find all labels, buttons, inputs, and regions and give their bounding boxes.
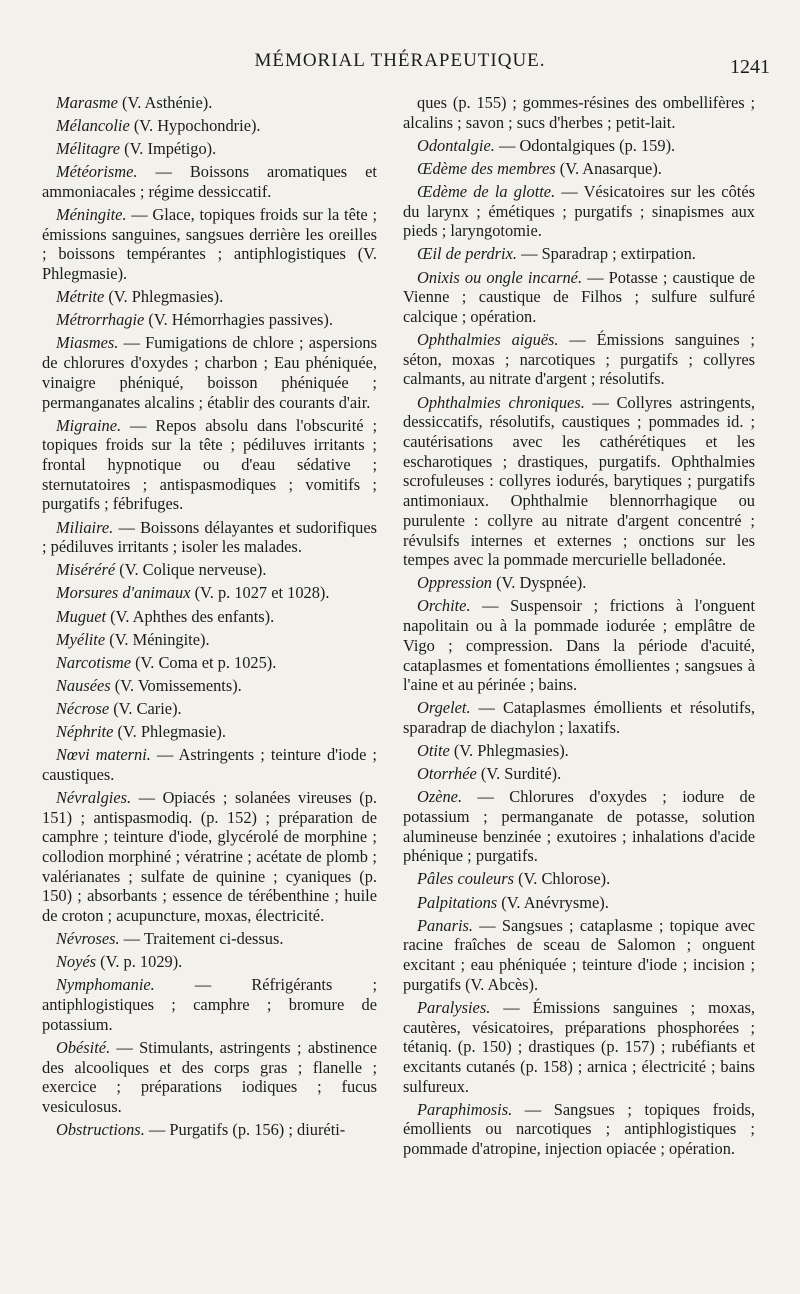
- entry-text: (V. Hypochondrie).: [129, 116, 261, 136]
- entry-text: (V. p. 1029).: [96, 952, 183, 972]
- entry-text: — Boissons délayantes et sudorifiques ; pédiluves irritants ; isoler les malades.: [42, 517, 377, 557]
- entry-text: — Odontalgiques (p. 159).: [494, 135, 676, 155]
- dictionary-entry: [403, 573, 755, 593]
- entry-text: (V. Carie).: [109, 698, 182, 718]
- entry-term: Onixis ou ongle incarné.: [417, 267, 583, 287]
- entry-text: (V. Phlegmasies).: [104, 287, 224, 307]
- entry-term: Œdème de la glotte.: [417, 181, 556, 201]
- entry-text: (V. Coma et p. 1025).: [130, 652, 277, 672]
- entry-term: Météorisme.: [56, 162, 138, 182]
- page-number: 1241: [730, 56, 770, 78]
- dictionary-entry: [42, 560, 377, 580]
- entry-term: Ophthalmies chroniques.: [417, 392, 585, 412]
- dictionary-entry: [42, 607, 377, 627]
- entry-text: — Traitement ci-dessus.: [119, 929, 284, 949]
- entry-term: Panaris.: [417, 915, 474, 935]
- entry-term: Obésité.: [56, 1037, 111, 1057]
- entry-term: Néphrite: [56, 722, 114, 742]
- dictionary-entry: [42, 1038, 377, 1117]
- entry-text: — Collyres astringents, dessiccatifs, résolutifs, caustiques ; pommades id. ; cautérisations avec les cathérétiques et les escharotiques ; drastiques, purgatifs. Ophthalmies scrofuleuses : collyres iodurés, barytiques ; purgatifs antimoniaux. Ophthalmie blennorrhagique ou purulente : collyre au nitrate d'argent concentré ; révulsifs internes et externes ; onctions sur les tempes avec la pommade mercurielle belladonée.: [403, 392, 755, 570]
- dictionary-entry: [42, 975, 377, 1034]
- entry-text: — Purgatifs (p. 156) ; diuréti-: [144, 1120, 346, 1140]
- entry-term: Névroses.: [56, 929, 120, 949]
- dictionary-entry: [403, 182, 755, 241]
- dictionary-entry: [42, 929, 377, 949]
- entry-term: Noyés: [56, 952, 97, 972]
- entry-text: — Suspensoir ; frictions à l'onguent napolitain ou à la pommade iodurée ; emplâtre de Vigo ; compression. Dans la période d'acuité, cataplasmes et fomentations émollientes ; sangsues à l'aine et au périnée ; bains.: [403, 596, 755, 695]
- entry-text: — Boissons aromatiques et ammoniacales ; régime dessiccatif.: [42, 162, 377, 201]
- entry-term: Obstructions.: [56, 1120, 145, 1140]
- entry-text: (V. Dyspnée).: [491, 573, 587, 593]
- entry-text: ques (p. 155) ; gommes-résines des ombellifères ; alcalins ; savon ; sucs d'herbes ; petit-lait.: [403, 93, 755, 132]
- entry-text: (V. Hémorrhagies passives).: [144, 310, 333, 330]
- entry-term: Odontalgie.: [417, 135, 495, 155]
- entry-term: Palpitations: [417, 892, 498, 912]
- entry-term: Nœvi materni.: [56, 745, 151, 765]
- entry-text: (V. Impétigo).: [120, 139, 217, 159]
- entry-term: Miasmes.: [56, 333, 119, 353]
- dictionary-entry: [42, 699, 377, 719]
- entry-text: (V. Phlegmasie).: [113, 722, 226, 742]
- dictionary-entry: [403, 916, 755, 995]
- dictionary-entry: [42, 583, 377, 603]
- entry-term: Miliaire.: [56, 517, 114, 537]
- entry-text: (V. Surdité).: [476, 764, 562, 784]
- dictionary-entry: [42, 162, 377, 201]
- running-title: MÉMORIAL THÉRAPEUTIQUE.: [254, 50, 546, 71]
- dictionary-entry: [403, 268, 755, 327]
- entry-text: (V. Colique nerveuse).: [115, 560, 267, 580]
- entry-term: Métrorrhagie: [56, 310, 145, 330]
- entry-term: Méningite.: [56, 205, 127, 225]
- entry-term: Morsures d'animaux: [56, 583, 191, 603]
- dictionary-entry: [42, 653, 377, 673]
- dictionary-entry: [403, 596, 755, 695]
- entry-text: — Fumigations de chlore ; aspersions de chlorures d'oxydes ; charbon ; Eau phéniquée, vinaigre phéniqué, boisson phéniquée ; permanganates alcalins ; établir des courants d'air.: [42, 333, 377, 412]
- entry-text: (V. Méningite).: [105, 629, 210, 649]
- dictionary-entry: [42, 1120, 377, 1140]
- entry-text: — Sparadrap ; extirpation.: [516, 244, 696, 264]
- dictionary-entry: [403, 93, 755, 132]
- entry-text: (V. p. 1027 et 1028).: [190, 583, 330, 603]
- dictionary-entry: [42, 287, 377, 307]
- dictionary-entry: [42, 333, 377, 412]
- entry-text: — Potasse ; caustique de Vienne ; caustique de Filhos ; sulfure sulfuré calcique ; opération.: [403, 267, 755, 326]
- entry-text: — Astringents ; teinture d'iode ; caustiques.: [42, 745, 377, 784]
- dictionary-entry: [403, 764, 755, 784]
- entry-term: Paralysies.: [417, 997, 491, 1017]
- dictionary-entry: [42, 788, 377, 926]
- right-column: [403, 93, 755, 1162]
- entry-text: — Stimulants, astringents ; abstinence des alcooliques et des corps gras ; flanelle ; exercice ; préparations iodiques ; fucus vesiculosus.: [42, 1037, 377, 1117]
- entry-term: Narcotisme: [56, 652, 131, 672]
- entry-text: (V. Anasarque).: [555, 158, 662, 178]
- entry-term: Orgelet.: [417, 698, 471, 718]
- dictionary-entry: [42, 416, 377, 515]
- entry-term: Mélitagre: [56, 139, 121, 159]
- dictionary-entry: [42, 630, 377, 650]
- entry-term: Œdème des membres: [417, 158, 556, 178]
- entry-term: Ophthalmies aiguës.: [417, 330, 559, 350]
- entry-text: (V. Anévrysme).: [497, 892, 609, 912]
- entry-term: Ozène.: [417, 787, 463, 807]
- dictionary-entry: [42, 518, 377, 557]
- entry-term: Otite: [417, 741, 450, 761]
- dictionary-entry: [403, 1100, 755, 1159]
- entry-term: Miséréré: [56, 560, 116, 580]
- entry-text: — Réfrigérants ; antiphlogistiques ; camphre ; bromure de potassium.: [42, 975, 377, 1034]
- entry-text: — Cataplasmes émollients et résolutifs, sparadrap de diachylon ; laxatifs.: [403, 698, 755, 737]
- entry-text: (V. Asthénie).: [117, 93, 213, 112]
- dictionary-entry: [42, 952, 377, 972]
- entry-term: Pâles couleurs: [417, 869, 514, 889]
- dictionary-entry: [403, 244, 755, 264]
- entry-text: (V. Aphthes des enfants).: [106, 606, 275, 626]
- dictionary-entry: [42, 310, 377, 330]
- entry-text: — Émissions sanguines ; séton, moxas ; narcotiques ; purgatifs ; collyres calmants, au nitrate d'argent ; résolutifs.: [403, 330, 755, 389]
- entry-term: Métrite: [56, 287, 105, 307]
- dictionary-entry: [403, 869, 755, 889]
- dictionary-entry: [42, 93, 377, 113]
- entry-term: Otorrhée: [417, 764, 477, 784]
- entry-text: (V. Phlegmasies).: [449, 741, 569, 761]
- entry-text: (V. Vomissements).: [110, 675, 242, 695]
- dictionary-entry: [403, 698, 755, 737]
- dictionary-entry: [42, 676, 377, 696]
- entry-term: Marasme: [56, 93, 118, 112]
- dictionary-entry: [403, 159, 755, 179]
- entry-term: Mélancolie: [56, 116, 130, 136]
- dictionary-entry: [42, 205, 377, 284]
- dictionary-entry: [403, 741, 755, 761]
- entry-term: Paraphimosis.: [417, 1099, 513, 1119]
- entry-text: — Repos absolu dans l'obscurité ; topiques froids sur la tête ; pédiluves irritants ; frontal hypnotique ou d'eau sédative ; sternutatoires ; antispasmodiques ; vomitifs ; purgatifs ; fébrifuges.: [42, 415, 377, 514]
- entry-term: Nymphomanie.: [56, 975, 155, 995]
- entry-text: (V. Chlorose).: [513, 869, 611, 889]
- dictionary-entry: [42, 116, 377, 136]
- dictionary-entry: [403, 393, 755, 570]
- entry-term: Orchite.: [417, 596, 471, 616]
- entry-term: Œil de perdrix.: [417, 244, 517, 264]
- dictionary-entry: [42, 745, 377, 784]
- entry-text: — Sangsues ; cataplasme ; topique avec racine fraîches de sceau de Salomon ; onguent excitant ; eau phéniquée ; teinture d'iode ; incision ; purgatifs (V. Abcès).: [403, 915, 755, 994]
- page-header: [30, 50, 770, 84]
- entry-text: — Glace, topiques froids sur la tête ; émissions sanguines, sangsues derrière les oreilles ; boissons tempérantes ; antiphlogistiques (V. Phlegmasie).: [42, 205, 377, 284]
- left-column: [42, 93, 377, 1143]
- entry-term: Nécrose: [56, 698, 110, 718]
- entry-text: — Émissions sanguines ; moxas, cautères, vésicatoires, préparations phosphorées ; tétaniq. (p. 150) ; drastiques (p. 157) ; rubéfiants et excitants cutanés (p. 158) ; arnica ; électricité ; bains sulfureux.: [403, 997, 755, 1096]
- dictionary-entry: [403, 893, 755, 913]
- entry-term: Nausées: [56, 675, 111, 695]
- entry-term: Oppression: [417, 573, 492, 593]
- entry-text: — Opiacés ; solanées vireuses (p. 151) ; antispasmodiq. (p. 152) ; préparation de camphre ; teinture d'iode, glycérolé de morphine ; collodion morphiné ; vératrine ; acétate de plomb ; valérianates ; sulfate de quinine ; cyaniques (p. 150) ; absorbants ; essence de térébenthine ; huile de croton ; acupuncture, moxas, électricité.: [42, 787, 377, 926]
- entry-term: Muguet: [56, 606, 107, 626]
- entry-text: — Vésicatoires sur les côtés du larynx ; émétiques ; purgatifs ; sinapismes aux pieds ; laryngotomie.: [403, 181, 755, 241]
- entry-text: — Sangsues ; topiques froids, émollients ou narcotiques ; antiphlogistiques ; pommade d'atropine, injection opiacée ; opération.: [403, 1099, 755, 1159]
- dictionary-entry: [403, 136, 755, 156]
- dictionary-entry: [403, 998, 755, 1097]
- entry-term: Névralgies.: [56, 787, 132, 807]
- dictionary-entry: [403, 330, 755, 389]
- dictionary-entry: [403, 787, 755, 866]
- entry-term: Myélite: [56, 629, 106, 649]
- dictionary-entry: [42, 722, 377, 742]
- entry-text: — Chlorures d'oxydes ; iodure de potassium ; permanganate de potasse, solution alumineuse benzinée ; exutoires ; inhalations d'acide phénique ; purgatifs.: [403, 787, 755, 866]
- dictionary-entry: [42, 139, 377, 159]
- entry-term: Migraine.: [56, 415, 122, 435]
